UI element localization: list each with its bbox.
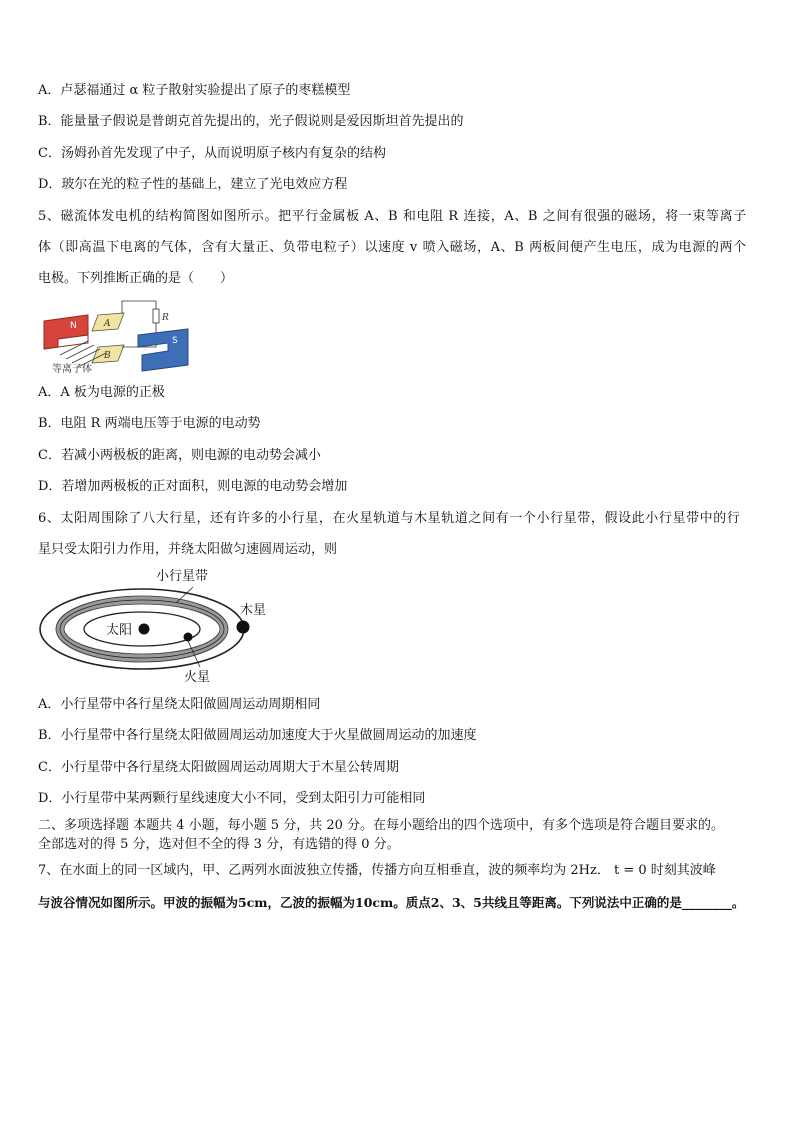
q4-option-a: A．卢瑟福通过 α 粒子散射实验提出了原子的枣糕模型 [38, 83, 351, 98]
solar-orbit-figure [38, 565, 270, 687]
section2-heading-line2: 全部选对的得 5 分，选对但不全的得 3 分，有选错的得 0 分。 [38, 837, 400, 852]
q6-option-c: C．小行星带中各行星绕太阳做圆周运动周期大于木星公转周期 [38, 760, 399, 775]
q5-stem-line2: 体（即高温下电离的气体，含有大量正、负带电粒子）以速度 v 喷入磁场，A、B 两板间便产生电压，成为电源的两个 [38, 240, 747, 255]
plasma-caption: 等离子体 [52, 364, 92, 375]
q4-option-c: C．汤姆孙首先发现了中子，从而说明原子核内有复杂的结构 [38, 146, 386, 161]
q5-stem-line1: 5、磁流体发电机的结构简图如图所示。把平行金属板 A、B 和电阻 R 连接，A、B 之间有很强的磁场，将一束等离子 [38, 209, 747, 224]
q6-stem-line2: 星只受太阳引力作用，并绕太阳做匀速圆周运动，则 [38, 542, 338, 557]
q4-option-d: D．玻尔在光的粒子性的基础上，建立了光电效应方程 [38, 177, 348, 192]
resistor-r [153, 309, 159, 323]
q7-stem-line1: 7、在水面上的同一区域内，甲、乙两列水面波独立传播，传播方向互相垂直，波的频率均为 2Hz． t = 0 时刻其波峰 [38, 863, 716, 878]
q5-option-b: B．电阻 R 两端电压等于电源的电动势 [38, 416, 261, 431]
q5-option-c: C．若减小两极板的距离，则电源的电动势会减小 [38, 448, 321, 463]
jupiter-dot [237, 621, 250, 634]
q5-option-a: A．A 板为电源的正极 [38, 385, 165, 400]
label-n: N [70, 321, 77, 331]
q6-option-a: A．小行星带中各行星绕太阳做圆周运动周期相同 [38, 697, 321, 712]
label-jupiter: 木星 [240, 603, 267, 618]
label-b: B [104, 351, 111, 361]
label-asteroid-belt: 小行星带 [156, 569, 209, 584]
magnet-s-pole [138, 329, 188, 371]
sun-dot [139, 624, 150, 635]
magnetohydrodynamic-generator-figure [38, 295, 198, 375]
q5-option-d: D．若增加两极板的正对面积，则电源的电动势会增加 [38, 479, 348, 494]
q7-stem-line2: 与波谷情况如图所示。甲波的振幅为5cm，乙波的振幅为10cm。质点2、3、5共线且等距离。下列说法中正确的是________。 [38, 895, 745, 910]
label-r: R [162, 313, 169, 323]
label-a: A [104, 319, 111, 329]
q6-stem-line1: 6、太阳周围除了八大行星，还有许多的小行星，在火星轨道与木星轨道之间有一个小行星带，假设此小行星带中的行 [38, 511, 741, 526]
label-s: S [172, 336, 178, 346]
q4-option-b: B．能量量子假说是普朗克首先提出的，光子假说则是爱因斯坦首先提出的 [38, 114, 464, 129]
section2-heading-line1: 二、多项选择题 本题共 4 小题，每小题 5 分，共 20 分。在每小题给出的四个选项中，有多个选项是符合题目要求的。 [38, 818, 725, 833]
label-sun: 太阳 [106, 623, 133, 638]
q6-option-d: D．小行星带中某两颗行星线速度大小不同，受到太阳引力可能相同 [38, 791, 426, 806]
q5-stem-line3: 电极。下列推断正确的是（ ） [38, 271, 234, 286]
mars-dot [184, 633, 193, 642]
q6-option-b: B．小行星带中各行星绕太阳做圆周运动加速度大于火星做圆周运动的加速度 [38, 728, 477, 743]
label-mars: 火星 [184, 670, 211, 685]
